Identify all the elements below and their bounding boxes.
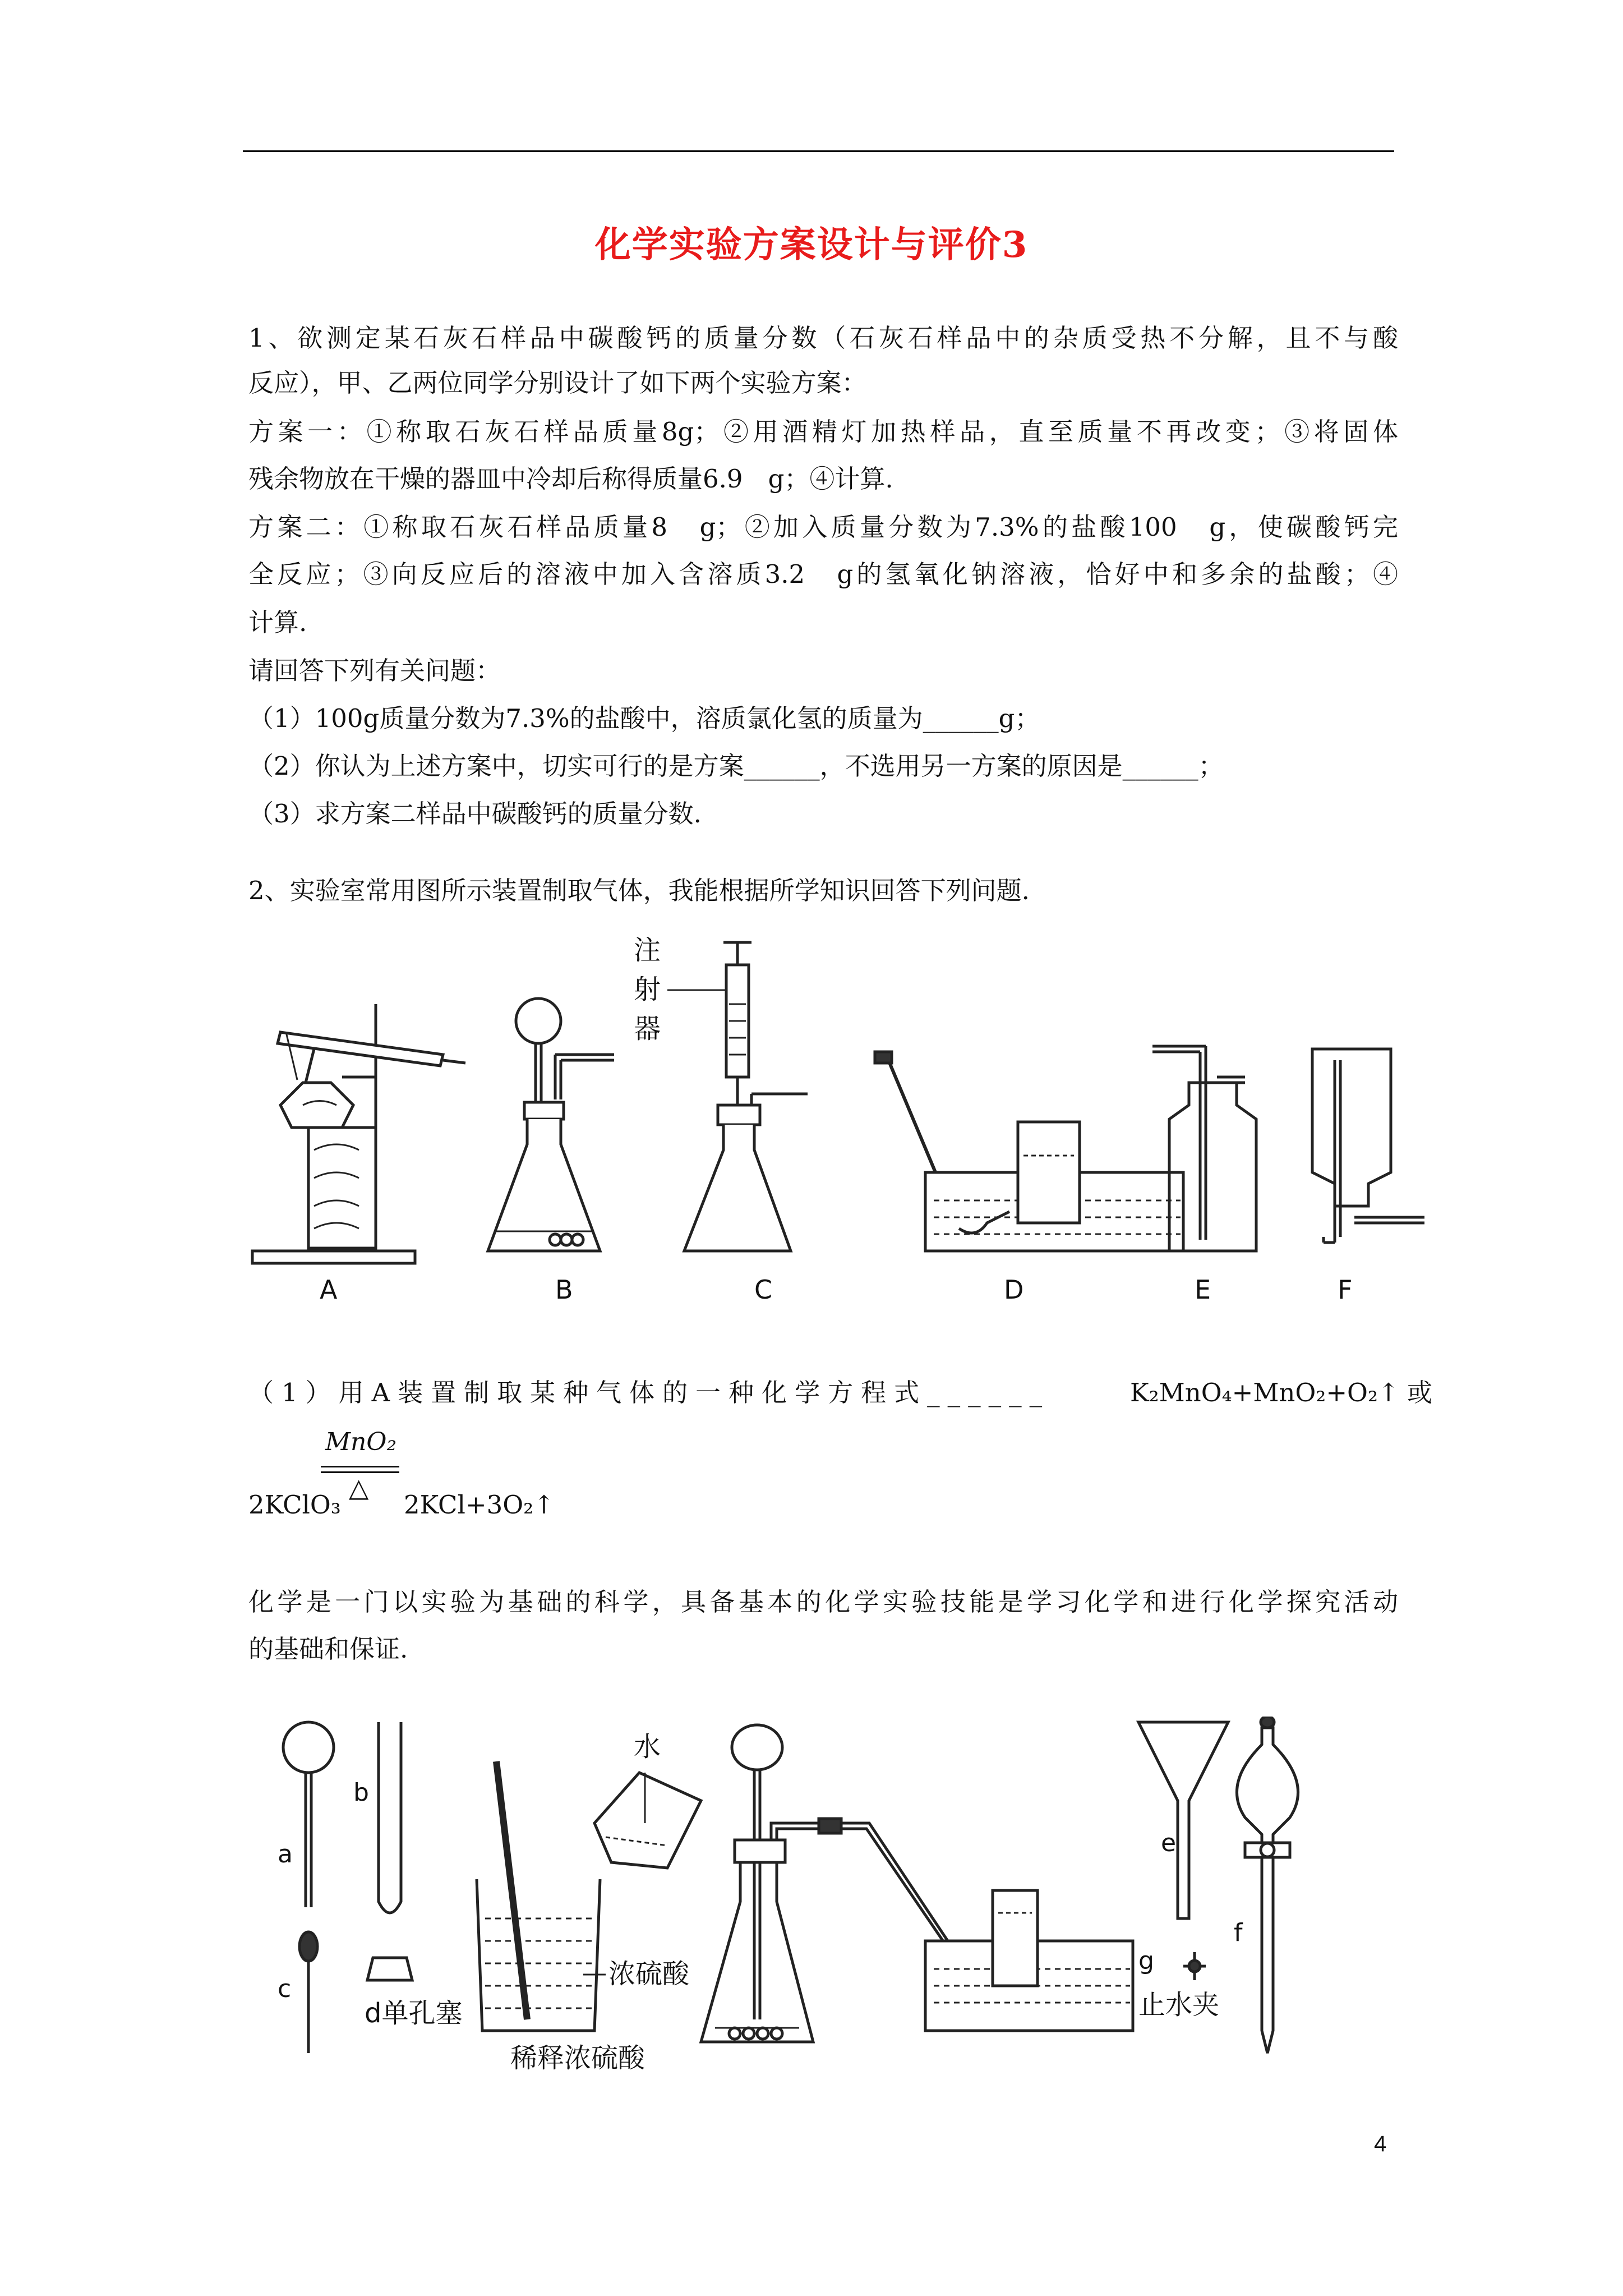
apparatus-e	[1152, 1046, 1256, 1251]
letter-b: b	[353, 1778, 369, 1807]
gas-generation-setup	[701, 1725, 1133, 2042]
q2-eq1: K₂MnO₄+MnO₂+O₂↑ 或	[1130, 1378, 1432, 1407]
syringe-label-3: 器	[634, 1013, 661, 1045]
heat-symbol: △	[349, 1473, 369, 1503]
lab-equipment-figure	[264, 1717, 1340, 2076]
clamp-label: 止水夹	[1138, 1989, 1220, 2021]
letter-e: e	[1161, 1829, 1177, 1857]
eq2-right: 2KCl+3O₂↑	[404, 1490, 555, 1520]
water-label: 水	[634, 1731, 661, 1763]
long-neck-funnel	[283, 1722, 334, 1907]
letter-g: g	[1138, 1947, 1154, 1975]
apparatus-a	[252, 1004, 465, 1263]
q1-line5: 方案二：①称取石灰石样品质量8 g；②加入质量分数为7.3%的盐酸100 g，使碳酸钙完	[248, 512, 1398, 542]
letter-c: c	[278, 1975, 292, 2003]
q2-intro: 2、实验室常用图所示装置制取气体，我能根据所学知识回答下列问题.	[248, 876, 1030, 905]
q1-sub3: （3）求方案二样品中碳酸钙的质量分数.	[248, 799, 702, 829]
label-f: F	[1338, 1274, 1353, 1305]
funnel	[1138, 1722, 1228, 1918]
q3-line1: 化学是一门以实验为基础的科学，具备基本的化学实验技能是学习化学和进行化学探究活动	[248, 1587, 1398, 1617]
separatory-funnel	[1237, 1717, 1298, 2053]
page-number: 4	[1374, 2132, 1387, 2156]
label-e: E	[1195, 1274, 1211, 1305]
header-rule	[243, 150, 1394, 152]
letter-a: a	[278, 1840, 293, 1869]
page-title: 化学实验方案设计与评价3	[594, 224, 1029, 266]
dilution-setup	[477, 1761, 701, 2031]
letter-f: f	[1234, 1918, 1243, 1947]
eq2-left: 2KClO₃	[248, 1490, 341, 1520]
q1-line4: 残余物放在干燥的器皿中冷却后称得质量6.9 g；④计算.	[248, 464, 893, 494]
apparatus-b	[488, 999, 614, 1251]
q1-line1: 1、欲测定某石灰石样品中碳酸钙的质量分数（石灰石样品中的杂质受热不分解，且不与酸	[248, 323, 1398, 353]
label-c: C	[754, 1274, 773, 1305]
gas-apparatus-figure	[241, 937, 1424, 1318]
dilute-caption: 稀释浓硫酸	[510, 2042, 645, 2074]
q1-line8: 请回答下列有关问题：	[248, 656, 501, 685]
q1-sub1: （1）100g质量分数为7.3%的盐酸中，溶质氯化氢的质量为______g；	[248, 703, 1040, 733]
label-b: B	[555, 1274, 573, 1305]
q2-sub1-prefix: （1）用A装置制取某种气体的一种化学方程式______	[248, 1378, 1050, 1407]
apparatus-c	[634, 937, 808, 1251]
q1-line3: 方案一：①称取石灰石样品质量8g；②用酒精灯加热样品，直至质量不再改变；③将固体	[248, 417, 1398, 447]
label-a: A	[320, 1274, 338, 1305]
q3-line2: 的基础和保证.	[248, 1634, 408, 1664]
q1-line6: 全反应；③向反应后的溶液中加入含溶质3.2 g的氢氧化钠溶液，恰好中和多余的盐酸；④	[248, 559, 1398, 589]
q1-line7: 计算.	[248, 608, 307, 637]
clamp-icon	[1183, 1952, 1206, 1980]
stopper	[367, 1958, 412, 1980]
d-label: d单孔塞	[365, 1998, 463, 2029]
q1-line2: 反应），甲、乙两位同学分别设计了如下两个实验方案：	[248, 368, 867, 398]
test-tube	[379, 1722, 401, 1913]
syringe-label-1: 注	[634, 937, 661, 966]
apparatus-d	[875, 1052, 1183, 1251]
catalyst-label: MnO₂	[325, 1428, 397, 1456]
conc-acid-label: 浓硫酸	[608, 1958, 690, 1990]
dropper	[299, 1932, 317, 2053]
apparatus-f	[1312, 1049, 1424, 1243]
q1-sub2: （2）你认为上述方案中，切实可行的是方案______，不选用另一方案的原因是______；	[248, 751, 1224, 781]
label-d: D	[1004, 1274, 1024, 1305]
syringe-label-2: 射	[634, 974, 661, 1005]
arrow-line-top	[321, 1466, 399, 1467]
